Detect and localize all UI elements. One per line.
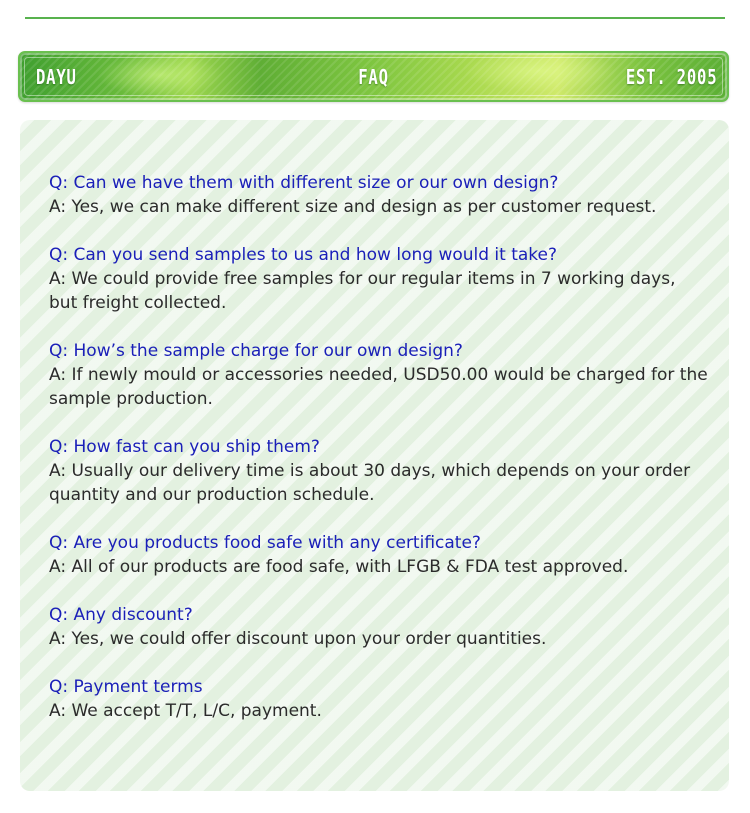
faq-answer: A: Yes, we can make different size and design as per customer request. [49, 197, 657, 217]
faq-banner [18, 51, 729, 102]
faq-question: Q: Payment terms [49, 677, 203, 697]
faq-answer: A: Usually our delivery time is about 30 days, which depends on your order quantity and our production schedule. [49, 461, 691, 505]
banner-brand: DAYU [36, 65, 77, 89]
faq-item [49, 675, 709, 723]
faq-answer: A: We accept T/T, L/C, payment. [49, 701, 322, 721]
faq-question: Q: Are you products food safe with any certificate? [49, 533, 481, 553]
faq-question: Q: How fast can you ship them? [49, 437, 320, 457]
faq-question: Q: Can you send samples to us and how long would it take? [49, 245, 558, 265]
faq-item [49, 243, 709, 315]
faq-item [49, 435, 709, 507]
faq-answer: A: We could provide free samples for our regular items in 7 working days, but freight collected. [49, 269, 676, 313]
faq-item [49, 171, 709, 219]
faq-answer: A: If newly mould or accessories needed, USD50.00 would be charged for the sample production. [49, 365, 708, 409]
faq-question: Q: Any discount? [49, 605, 193, 625]
faq-item [49, 339, 709, 411]
banner-title: FAQ [358, 65, 389, 89]
top-divider [25, 17, 725, 19]
faq-question: Q: How’s the sample charge for our own design? [49, 341, 463, 361]
banner-established: EST. 2005 [625, 65, 717, 89]
faq-question: Q: Can we have them with different size or our own design? [49, 173, 559, 193]
faq-item [49, 603, 709, 651]
faq-panel [20, 120, 729, 791]
faq-answer: A: All of our products are food safe, with LFGB & FDA test approved. [49, 557, 629, 577]
faq-item [49, 531, 709, 579]
faq-list [49, 171, 709, 747]
faq-answer: A: Yes, we could offer discount upon your order quantities. [49, 629, 547, 649]
